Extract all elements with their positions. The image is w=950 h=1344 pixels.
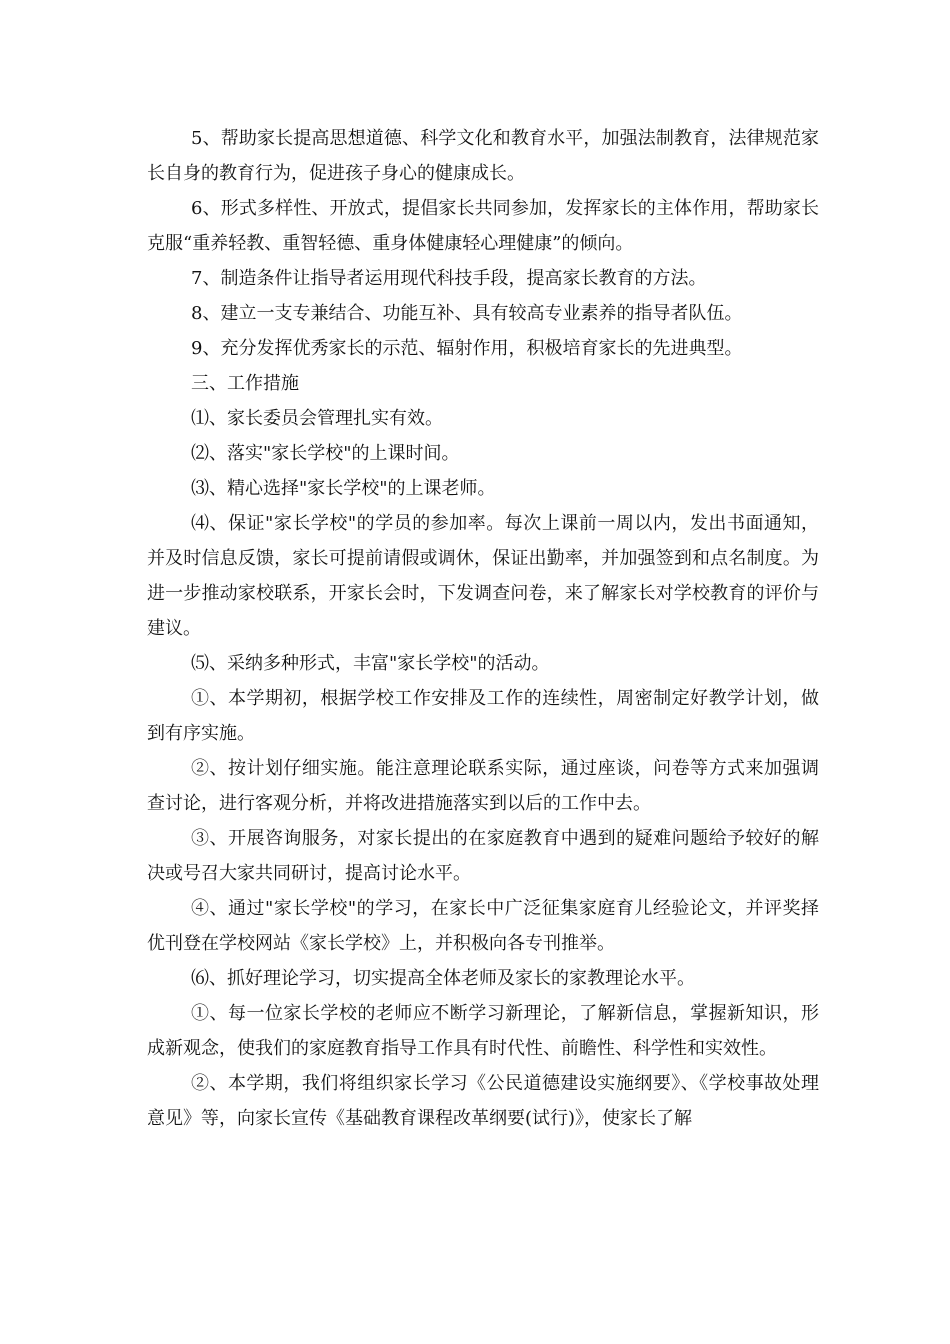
measure-item-2: ⑵、落实"家长学校"的上课时间。 [191, 443, 460, 464]
paragraph-item-5: 5、帮助家长提高思想道德、科学文化和教育水平，加强法制教育，法律规范家长自身的教育行为，促进孩子身心的健康成长。 [147, 128, 819, 184]
section-heading-work-measures: 三、工作措施 [191, 373, 299, 394]
paragraph-item-8: 8、建立一支专兼结合、功能互补、具有较高专业素养的指导者队伍。 [191, 303, 743, 324]
activity-subitem-4: ④、通过"家长学校"的学习，在家长中广泛征集家庭育儿经验论文，并评奖择优刊登在学校网站《家长学校》上，并积极向各专刊推举。 [147, 898, 819, 954]
study-subitem-2: ②、本学期，我们将组织家长学习《公民道德建设实施纲要》、《学校事故处理意见》等，向家长宣传《基础教育课程改革纲要(试行)》，使家长了解 [147, 1073, 819, 1129]
document-body [147, 121, 819, 1136]
paragraph-item-6: 6、形式多样性、开放式，提倡家长共同参加，发挥家长的主体作用，帮助家长克服“重养轻教、重智轻德、重身体健康轻心理健康”的倾向。 [147, 198, 819, 254]
measure-item-6: ⑹、抓好理论学习，切实提高全体老师及家长的家教理论水平。 [191, 968, 695, 989]
study-subitem-1: ①、每一位家长学校的老师应不断学习新理论，了解新信息，掌握新知识，形成新观念，使我们的家庭教育指导工作具有时代性、前瞻性、科学性和实效性。 [147, 1003, 819, 1059]
measure-item-1: ⑴、家长委员会管理扎实有效。 [191, 408, 443, 429]
measure-item-5: ⑸、采纳多种形式，丰富"家长学校"的活动。 [191, 653, 550, 674]
activity-subitem-1: ①、本学期初，根据学校工作安排及工作的连续性，周密制定好教学计划，做到有序实施。 [147, 688, 819, 744]
measure-item-4: ⑷、保证"家长学校"的学员的参加率。每次上课前一周以内，发出书面通知，并及时信息反馈，家长可提前请假或调休，保证出勤率，并加强签到和点名制度。为进一步推动家校联系，开家长会时，下发调查问卷，来了解家长对学校教育的评价与建议。 [147, 513, 819, 639]
paragraph-item-9: 9、充分发挥优秀家长的示范、辐射作用，积极培育家长的先进典型。 [191, 338, 743, 359]
paragraph-item-7: 7、制造条件让指导者运用现代科技手段，提高家长教育的方法。 [191, 268, 707, 289]
measure-item-3: ⑶、精心选择"家长学校"的上课老师。 [191, 478, 496, 499]
activity-subitem-3: ③、开展咨询服务，对家长提出的在家庭教育中遇到的疑难问题给予较好的解决或号召大家共同研讨，提高讨论水平。 [147, 828, 819, 884]
activity-subitem-2: ②、按计划仔细实施。能注意理论联系实际，通过座谈，问卷等方式来加强调查讨论，进行客观分析，并将改进措施落实到以后的工作中去。 [147, 758, 819, 814]
